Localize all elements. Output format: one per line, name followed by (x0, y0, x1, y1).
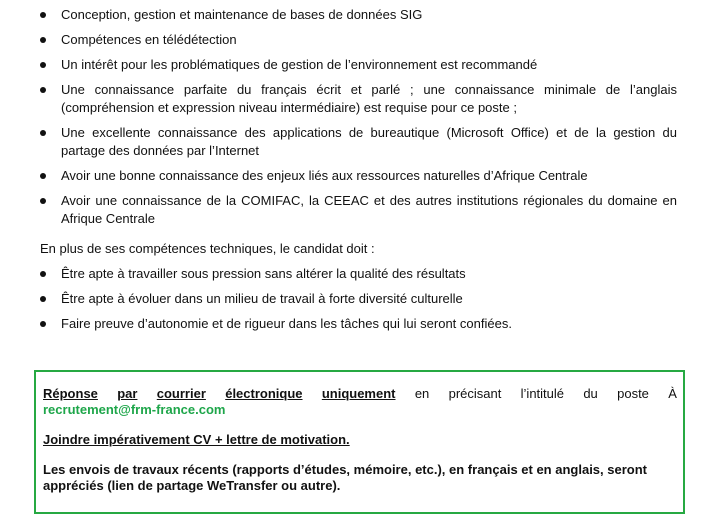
contact-email-link[interactable]: recrutement@frm-france.com (43, 402, 226, 417)
email-line (43, 402, 677, 418)
bullet-dot-icon (40, 12, 46, 18)
bullet-dot-icon (40, 130, 46, 136)
bullet-dot-icon (40, 321, 46, 327)
list-item: Avoir une bonne connaissance des enjeux liés aux ressources naturelles d’Afrique Centrale (40, 167, 677, 185)
bullet-dot-icon (40, 87, 46, 93)
list-item: Avoir une connaissance de la COMIFAC, la CEEAC et des autres institutions régionales du domaine en Afrique Centrale (40, 192, 677, 228)
bullet-dot-icon (40, 271, 46, 277)
response-instruction: Réponse par courrier électronique uniquement en précisant l’intitulé du poste À (43, 386, 677, 401)
list-item: Conception, gestion et maintenance de bases de données SIG (40, 6, 677, 24)
list-item: Une connaissance parfaite du français écrit et parlé ; une connaissance minimale de l’anglais (compréhension et expression niveau intermédiaire) est requise pour ce poste ; (40, 81, 677, 117)
list-item: Une excellente connaissance des applications de bureautique (Microsoft Office) et de la gestion du partage des données par l’Internet (40, 124, 677, 160)
soft-skills-list (40, 265, 677, 340)
requirements-list (40, 6, 677, 235)
application-contact-box (34, 370, 685, 514)
bullet-dot-icon (40, 62, 46, 68)
recent-works-note: Les envois de travaux récents (rapports d’études, mémoire, etc.), en français et en anglais, seront appréciés (lien de partage WeTransfer ou autre). (43, 462, 647, 493)
bullet-dot-icon (40, 173, 46, 179)
attachment-note: Joindre impérativement CV + lettre de motivation. (43, 432, 350, 447)
soft-skills-intro: En plus de ses compétences techniques, le candidat doit : (40, 241, 375, 256)
bullet-dot-icon (40, 37, 46, 43)
bullet-dot-icon (40, 296, 46, 302)
list-item: Être apte à évoluer dans un milieu de travail à forte diversité culturelle (40, 290, 677, 308)
list-item: Être apte à travailler sous pression sans altérer la qualité des résultats (40, 265, 677, 283)
list-item: Compétences en télédétection (40, 31, 677, 49)
bullet-dot-icon (40, 198, 46, 204)
list-item: Un intérêt pour les problématiques de gestion de l’environnement est recommandé (40, 56, 677, 74)
list-item: Faire preuve d’autonomie et de rigueur dans les tâches qui lui seront confiées. (40, 315, 677, 333)
